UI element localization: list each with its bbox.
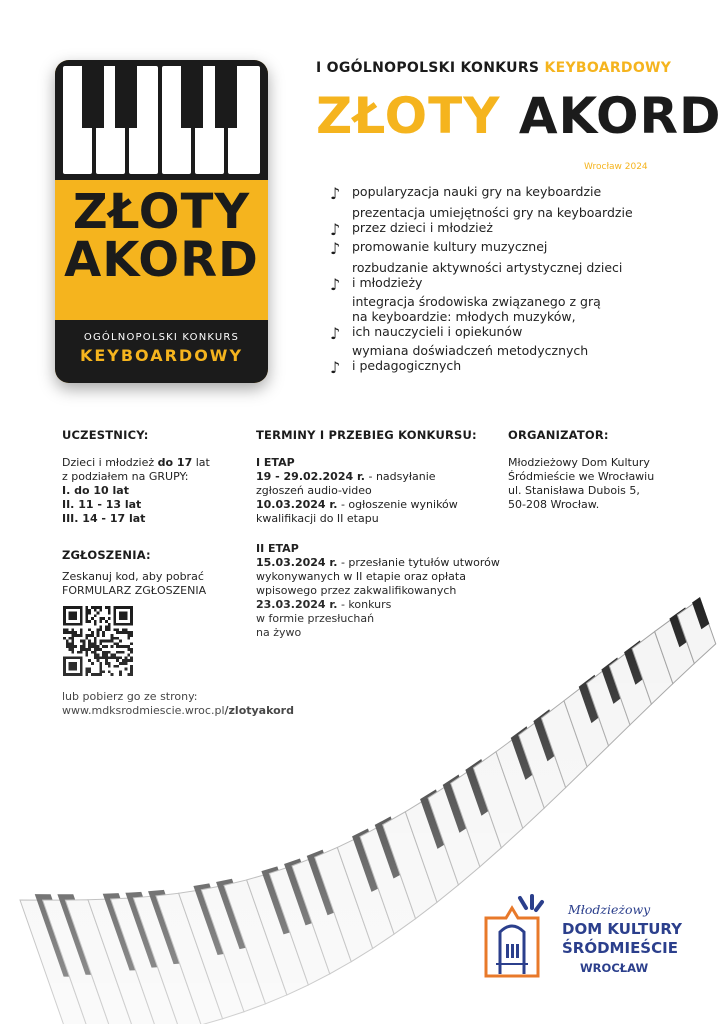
aim-item [330,205,710,239]
aim-text: integracja środowiska związanego z grą [352,294,601,309]
aim-text: ich nauczycieli i opiekunów [352,324,523,339]
aim-item [330,239,710,258]
aim-text: promowanie kultury muzycznej [352,239,548,254]
logo-footer [55,320,268,383]
organizer-logo-line2: ŚRÓDMIEŚCIE [562,939,678,957]
participants-intro: Dzieci i młodzież do 17 lat [62,456,210,469]
organizer-logo-line3: WROCŁAW [580,961,649,975]
aim-item [330,294,710,343]
group-item: III. 14 - 17 lat [62,512,146,525]
organizer-line: Śródmieście we Wrocławiu [508,470,655,483]
stage1-item: 19 - 29.02.2024 r. - nadsyłanie [256,470,436,483]
stage2-item: 15.03.2024 r. - przesłanie tytułów utworów [256,556,500,569]
music-note-icon: ♪ [330,324,341,343]
aim-text: wymiana doświadczeń metodycznych [352,343,589,358]
organizer-logo-script: Młodzieżowy [568,902,651,917]
aim-item [330,184,710,203]
schedule-heading: TERMINY I PRZEBIEG KONKURSU: [256,428,477,442]
stage1-item: 10.03.2024 r. - ogłoszenie wyników [256,498,458,511]
competition-subtitle: I OGÓLNOPOLSKI KONKURS KEYBOARDOWY [316,60,672,76]
music-note-icon: ♪ [330,275,341,294]
organizer-line: 50-208 Wrocław. [508,498,600,511]
city-year: Wrocław 2024 [584,162,648,172]
organizer-section [508,428,688,512]
aim-text: rozbudzanie aktywności artystycznej dzieci [352,260,623,275]
organizer-logo [482,888,712,988]
page-title: ZŁOTY AKORD [316,87,722,145]
organizer-line: Młodzieżowy Dom Kultury [508,456,650,469]
logo-subtitle: OGÓLNOPOLSKI KONKURS [83,332,240,343]
organizer-line: ul. Stanisława Dubois 5, [508,484,640,497]
applications-heading: ZGŁOSZENIA: [62,548,151,562]
music-note-icon: ♪ [330,184,341,203]
participants-intro-line2: z podziałem na GRUPY: [62,470,189,483]
participants-heading: UCZESTNICY: [62,428,149,442]
group-item: II. 11 - 13 lat [62,498,142,511]
competition-aims-list [330,184,710,377]
stage1-item-cont: zgłoszeń audio-video [256,484,372,497]
organizer-heading: ORGANIZATOR: [508,428,609,442]
piano-keys-graphic [55,60,268,180]
music-note-icon: ♪ [330,358,341,377]
logo-title: ZŁOTY AKORD [64,184,259,288]
competition-logo [55,60,268,383]
aim-item [330,343,710,377]
music-note-icon: ♪ [330,239,341,258]
aim-text: i pedagogicznych [352,358,462,373]
aim-text: przez dzieci i młodzież [352,220,493,235]
aim-text: i młodzieży [352,275,423,290]
music-note-icon: ♪ [330,220,341,239]
aim-text: prezentacja umiejętności gry na keyboardzie [352,205,633,220]
aim-text: na keyboardzie: młodych muzyków, [352,309,576,324]
building-emblem-icon [482,894,554,980]
stage1-item-cont: kwalifikacji do II etapu [256,512,379,525]
logo-subtitle-accent: KEYBOARDOWY [79,346,244,365]
organizer-logo-line1: DOM KULTURY [562,920,682,938]
group-item: I. do 10 lat [62,484,129,497]
stage1-title: I ETAP [256,456,295,469]
aim-text: popularyzacja nauki gry na keyboardzie [352,184,602,199]
stage2-title: II ETAP [256,542,299,555]
aim-item [330,260,710,294]
